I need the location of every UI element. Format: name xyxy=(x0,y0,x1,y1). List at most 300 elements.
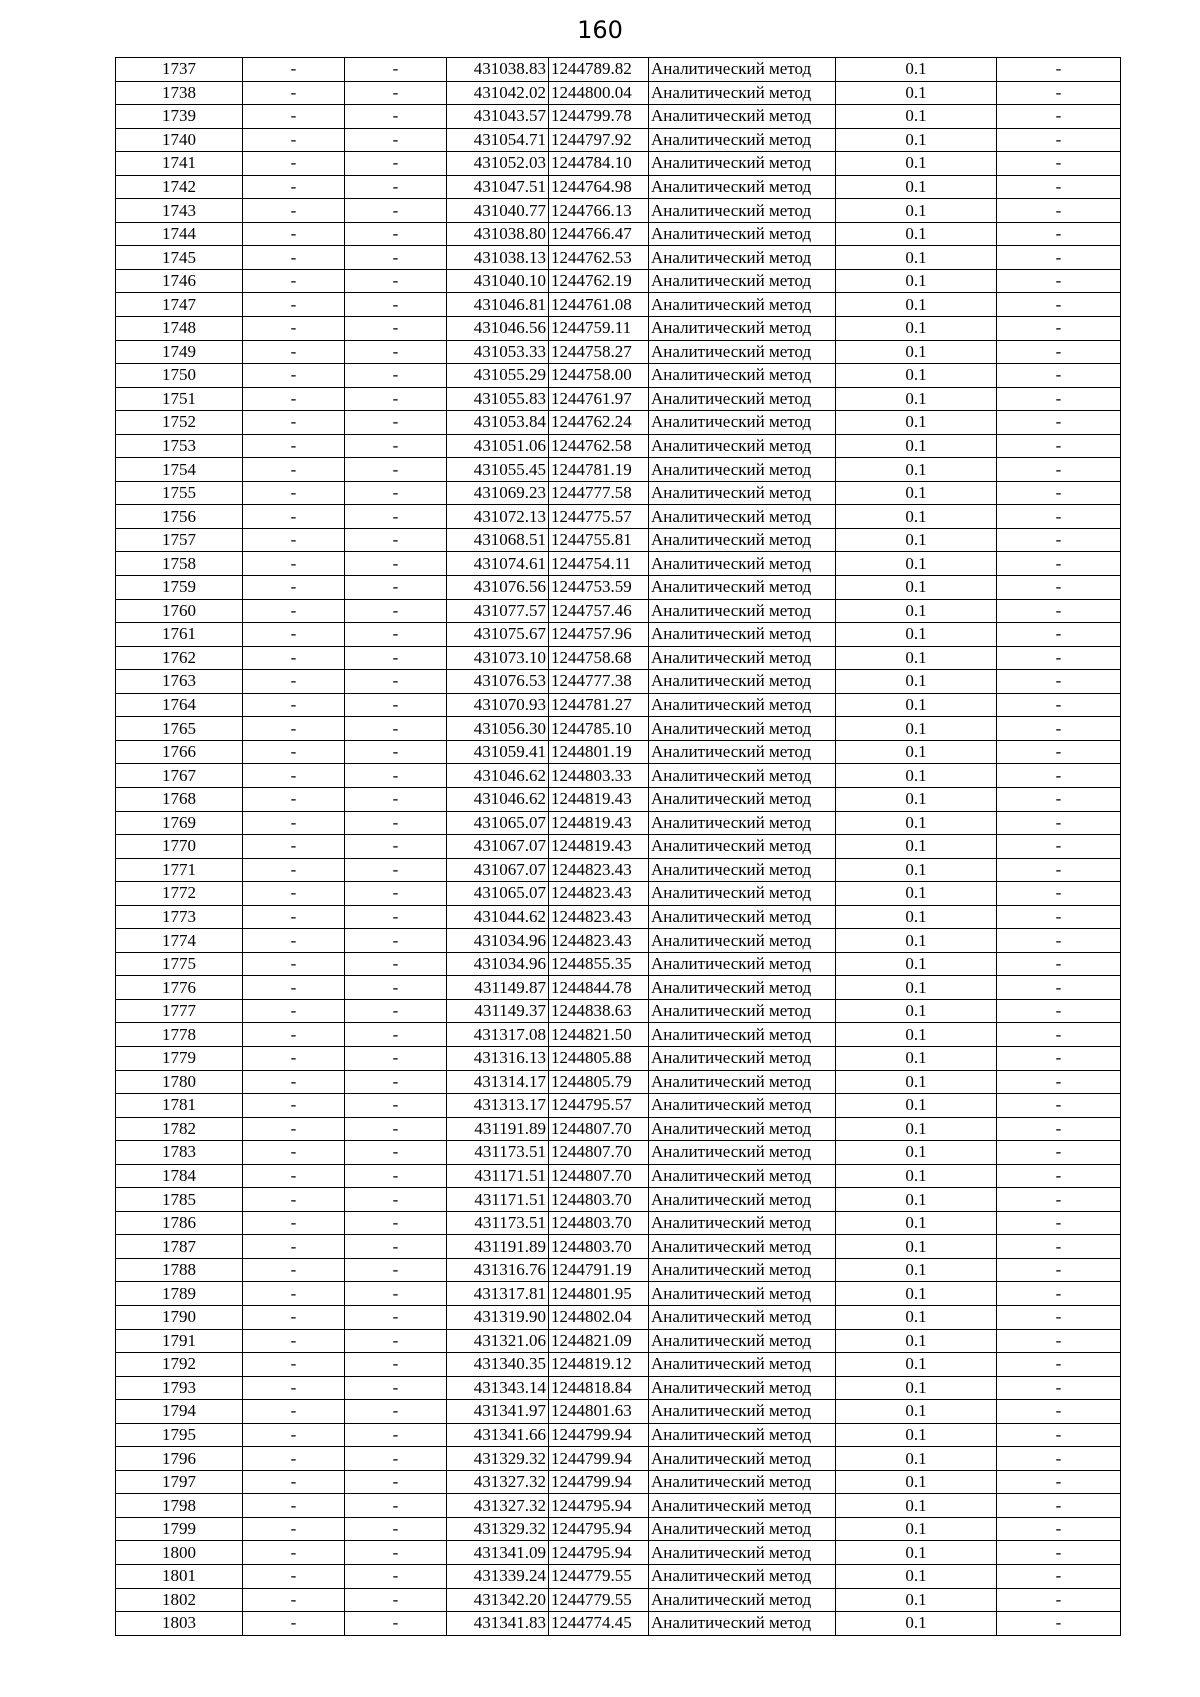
dash-cell: - xyxy=(345,905,447,929)
y-coordinate-cell: 1244819.12 xyxy=(549,1353,649,1377)
accuracy-cell: 0.1 xyxy=(836,505,997,529)
table-row xyxy=(116,1423,1121,1447)
point-number-cell: 1746 xyxy=(116,269,243,293)
y-coordinate-cell: 1244781.19 xyxy=(549,458,649,482)
y-coordinate-cell: 1244761.08 xyxy=(549,293,649,317)
dash-cell: - xyxy=(997,1565,1121,1589)
method-cell: Аналитический метод xyxy=(649,269,836,293)
dash-cell: - xyxy=(997,1517,1121,1541)
dash-cell: - xyxy=(997,552,1121,576)
point-number-cell: 1777 xyxy=(116,999,243,1023)
dash-cell: - xyxy=(345,835,447,859)
table-row xyxy=(116,1329,1121,1353)
table-row xyxy=(116,411,1121,435)
y-coordinate-cell: 1244777.38 xyxy=(549,670,649,694)
y-coordinate-cell: 1244799.78 xyxy=(549,105,649,129)
y-coordinate-cell: 1244801.63 xyxy=(549,1400,649,1424)
accuracy-cell: 0.1 xyxy=(836,199,997,223)
x-coordinate-cell: 431149.87 xyxy=(447,976,549,1000)
y-coordinate-cell: 1244799.94 xyxy=(549,1423,649,1447)
point-number-cell: 1755 xyxy=(116,481,243,505)
dash-cell: - xyxy=(243,434,345,458)
y-coordinate-cell: 1244795.94 xyxy=(549,1541,649,1565)
table-row xyxy=(116,646,1121,670)
table-row xyxy=(116,1258,1121,1282)
x-coordinate-cell: 431051.06 xyxy=(447,434,549,458)
dash-cell: - xyxy=(243,623,345,647)
point-number-cell: 1766 xyxy=(116,740,243,764)
y-coordinate-cell: 1244823.43 xyxy=(549,929,649,953)
dash-cell: - xyxy=(997,1117,1121,1141)
point-number-cell: 1750 xyxy=(116,364,243,388)
method-cell: Аналитический метод xyxy=(649,1447,836,1471)
y-coordinate-cell: 1244855.35 xyxy=(549,952,649,976)
point-number-cell: 1783 xyxy=(116,1141,243,1165)
x-coordinate-cell: 431319.90 xyxy=(447,1305,549,1329)
dash-cell: - xyxy=(997,835,1121,859)
table-row xyxy=(116,387,1121,411)
dash-cell: - xyxy=(243,340,345,364)
method-cell: Аналитический метод xyxy=(649,1329,836,1353)
table-row xyxy=(116,1141,1121,1165)
x-coordinate-cell: 431339.24 xyxy=(447,1565,549,1589)
dash-cell: - xyxy=(997,858,1121,882)
dash-cell: - xyxy=(345,1588,447,1612)
method-cell: Аналитический метод xyxy=(649,1141,836,1165)
x-coordinate-cell: 431055.83 xyxy=(447,387,549,411)
x-coordinate-cell: 431341.97 xyxy=(447,1400,549,1424)
point-number-cell: 1747 xyxy=(116,293,243,317)
y-coordinate-cell: 1244799.94 xyxy=(549,1470,649,1494)
dash-cell: - xyxy=(345,811,447,835)
dash-cell: - xyxy=(243,1094,345,1118)
table-row xyxy=(116,105,1121,129)
method-cell: Аналитический метод xyxy=(649,58,836,82)
y-coordinate-cell: 1244807.70 xyxy=(549,1164,649,1188)
point-number-cell: 1748 xyxy=(116,317,243,341)
dash-cell: - xyxy=(997,740,1121,764)
table-row xyxy=(116,269,1121,293)
dash-cell: - xyxy=(243,317,345,341)
dash-cell: - xyxy=(345,858,447,882)
dash-cell: - xyxy=(243,976,345,1000)
method-cell: Аналитический метод xyxy=(649,552,836,576)
dash-cell: - xyxy=(997,599,1121,623)
y-coordinate-cell: 1244818.84 xyxy=(549,1376,649,1400)
x-coordinate-cell: 431046.81 xyxy=(447,293,549,317)
table-row xyxy=(116,576,1121,600)
accuracy-cell: 0.1 xyxy=(836,1305,997,1329)
dash-cell: - xyxy=(997,58,1121,82)
dash-cell: - xyxy=(345,458,447,482)
x-coordinate-cell: 431077.57 xyxy=(447,599,549,623)
accuracy-cell: 0.1 xyxy=(836,1094,997,1118)
dash-cell: - xyxy=(345,1023,447,1047)
x-coordinate-cell: 431340.35 xyxy=(447,1353,549,1377)
table-row xyxy=(116,740,1121,764)
dash-cell: - xyxy=(345,952,447,976)
dash-cell: - xyxy=(345,1541,447,1565)
point-number-cell: 1780 xyxy=(116,1070,243,1094)
accuracy-cell: 0.1 xyxy=(836,952,997,976)
dash-cell: - xyxy=(243,646,345,670)
accuracy-cell: 0.1 xyxy=(836,882,997,906)
dash-cell: - xyxy=(345,105,447,129)
dash-cell: - xyxy=(243,1235,345,1259)
x-coordinate-cell: 431173.51 xyxy=(447,1211,549,1235)
dash-cell: - xyxy=(243,152,345,176)
dash-cell: - xyxy=(997,1094,1121,1118)
point-number-cell: 1788 xyxy=(116,1258,243,1282)
point-number-cell: 1784 xyxy=(116,1164,243,1188)
dash-cell: - xyxy=(997,646,1121,670)
x-coordinate-cell: 431191.89 xyxy=(447,1117,549,1141)
dash-cell: - xyxy=(997,128,1121,152)
point-number-cell: 1758 xyxy=(116,552,243,576)
dash-cell: - xyxy=(997,481,1121,505)
dash-cell: - xyxy=(345,58,447,82)
dash-cell: - xyxy=(345,764,447,788)
x-coordinate-cell: 431321.06 xyxy=(447,1329,549,1353)
dash-cell: - xyxy=(243,269,345,293)
point-number-cell: 1740 xyxy=(116,128,243,152)
method-cell: Аналитический метод xyxy=(649,999,836,1023)
table-row xyxy=(116,1565,1121,1589)
point-number-cell: 1791 xyxy=(116,1329,243,1353)
table-row xyxy=(116,599,1121,623)
dash-cell: - xyxy=(345,1211,447,1235)
y-coordinate-cell: 1244784.10 xyxy=(549,152,649,176)
point-number-cell: 1759 xyxy=(116,576,243,600)
dash-cell: - xyxy=(997,623,1121,647)
y-coordinate-cell: 1244762.19 xyxy=(549,269,649,293)
dash-cell: - xyxy=(997,882,1121,906)
method-cell: Аналитический метод xyxy=(649,576,836,600)
table-row xyxy=(116,1070,1121,1094)
dash-cell: - xyxy=(997,1235,1121,1259)
x-coordinate-cell: 431329.32 xyxy=(447,1517,549,1541)
method-cell: Аналитический метод xyxy=(649,1164,836,1188)
accuracy-cell: 0.1 xyxy=(836,269,997,293)
accuracy-cell: 0.1 xyxy=(836,905,997,929)
y-coordinate-cell: 1244762.24 xyxy=(549,411,649,435)
y-coordinate-cell: 1244759.11 xyxy=(549,317,649,341)
dash-cell: - xyxy=(243,787,345,811)
dash-cell: - xyxy=(345,1094,447,1118)
method-cell: Аналитический метод xyxy=(649,1023,836,1047)
accuracy-cell: 0.1 xyxy=(836,152,997,176)
x-coordinate-cell: 431044.62 xyxy=(447,905,549,929)
dash-cell: - xyxy=(243,599,345,623)
y-coordinate-cell: 1244785.10 xyxy=(549,717,649,741)
accuracy-cell: 0.1 xyxy=(836,1235,997,1259)
point-number-cell: 1757 xyxy=(116,528,243,552)
table-row xyxy=(116,670,1121,694)
point-number-cell: 1754 xyxy=(116,458,243,482)
method-cell: Аналитический метод xyxy=(649,340,836,364)
dash-cell: - xyxy=(997,1164,1121,1188)
dash-cell: - xyxy=(243,576,345,600)
method-cell: Аналитический метод xyxy=(649,1094,836,1118)
x-coordinate-cell: 431046.62 xyxy=(447,764,549,788)
dash-cell: - xyxy=(345,528,447,552)
accuracy-cell: 0.1 xyxy=(836,787,997,811)
dash-cell: - xyxy=(345,787,447,811)
method-cell: Аналитический метод xyxy=(649,1117,836,1141)
dash-cell: - xyxy=(243,1141,345,1165)
dash-cell: - xyxy=(345,599,447,623)
dash-cell: - xyxy=(243,811,345,835)
y-coordinate-cell: 1244797.92 xyxy=(549,128,649,152)
method-cell: Аналитический метод xyxy=(649,882,836,906)
point-number-cell: 1751 xyxy=(116,387,243,411)
x-coordinate-cell: 431067.07 xyxy=(447,858,549,882)
dash-cell: - xyxy=(243,835,345,859)
y-coordinate-cell: 1244766.13 xyxy=(549,199,649,223)
accuracy-cell: 0.1 xyxy=(836,552,997,576)
dash-cell: - xyxy=(243,905,345,929)
table-row xyxy=(116,1400,1121,1424)
point-number-cell: 1744 xyxy=(116,222,243,246)
dash-cell: - xyxy=(243,1282,345,1306)
x-coordinate-cell: 431068.51 xyxy=(447,528,549,552)
x-coordinate-cell: 431191.89 xyxy=(447,1235,549,1259)
dash-cell: - xyxy=(997,1353,1121,1377)
dash-cell: - xyxy=(243,929,345,953)
dash-cell: - xyxy=(345,1353,447,1377)
point-number-cell: 1792 xyxy=(116,1353,243,1377)
dash-cell: - xyxy=(997,246,1121,270)
method-cell: Аналитический метод xyxy=(649,481,836,505)
point-number-cell: 1781 xyxy=(116,1094,243,1118)
method-cell: Аналитический метод xyxy=(649,1494,836,1518)
dash-cell: - xyxy=(997,458,1121,482)
dash-cell: - xyxy=(997,1494,1121,1518)
method-cell: Аналитический метод xyxy=(649,905,836,929)
accuracy-cell: 0.1 xyxy=(836,458,997,482)
point-number-cell: 1799 xyxy=(116,1517,243,1541)
dash-cell: - xyxy=(345,646,447,670)
table-row xyxy=(116,1046,1121,1070)
accuracy-cell: 0.1 xyxy=(836,1470,997,1494)
method-cell: Аналитический метод xyxy=(649,764,836,788)
dash-cell: - xyxy=(997,1329,1121,1353)
y-coordinate-cell: 1244823.43 xyxy=(549,905,649,929)
x-coordinate-cell: 431040.10 xyxy=(447,269,549,293)
table-row xyxy=(116,199,1121,223)
table-row xyxy=(116,1353,1121,1377)
accuracy-cell: 0.1 xyxy=(836,1376,997,1400)
dash-cell: - xyxy=(345,740,447,764)
x-coordinate-cell: 431055.29 xyxy=(447,364,549,388)
method-cell: Аналитический метод xyxy=(649,364,836,388)
y-coordinate-cell: 1244823.43 xyxy=(549,882,649,906)
dash-cell: - xyxy=(243,81,345,105)
point-number-cell: 1745 xyxy=(116,246,243,270)
point-number-cell: 1797 xyxy=(116,1470,243,1494)
dash-cell: - xyxy=(997,1141,1121,1165)
dash-cell: - xyxy=(243,105,345,129)
point-number-cell: 1787 xyxy=(116,1235,243,1259)
table-row xyxy=(116,1235,1121,1259)
dash-cell: - xyxy=(345,175,447,199)
table-row xyxy=(116,81,1121,105)
y-coordinate-cell: 1244803.70 xyxy=(549,1211,649,1235)
point-number-cell: 1737 xyxy=(116,58,243,82)
point-number-cell: 1742 xyxy=(116,175,243,199)
dash-cell: - xyxy=(243,952,345,976)
dash-cell: - xyxy=(997,787,1121,811)
dash-cell: - xyxy=(345,1258,447,1282)
dash-cell: - xyxy=(243,882,345,906)
dash-cell: - xyxy=(243,1117,345,1141)
dash-cell: - xyxy=(243,1164,345,1188)
y-coordinate-cell: 1244819.43 xyxy=(549,835,649,859)
point-number-cell: 1803 xyxy=(116,1612,243,1636)
method-cell: Аналитический метод xyxy=(649,1188,836,1212)
dash-cell: - xyxy=(997,929,1121,953)
x-coordinate-cell: 431173.51 xyxy=(447,1141,549,1165)
dash-cell: - xyxy=(997,505,1121,529)
dash-cell: - xyxy=(997,1423,1121,1447)
table-row xyxy=(116,1117,1121,1141)
point-number-cell: 1753 xyxy=(116,434,243,458)
dash-cell: - xyxy=(243,1188,345,1212)
dash-cell: - xyxy=(997,811,1121,835)
x-coordinate-cell: 431059.41 xyxy=(447,740,549,764)
table-row xyxy=(116,1470,1121,1494)
point-number-cell: 1775 xyxy=(116,952,243,976)
dash-cell: - xyxy=(345,317,447,341)
point-number-cell: 1769 xyxy=(116,811,243,835)
point-number-cell: 1770 xyxy=(116,835,243,859)
x-coordinate-cell: 431053.84 xyxy=(447,411,549,435)
accuracy-cell: 0.1 xyxy=(836,1258,997,1282)
dash-cell: - xyxy=(997,528,1121,552)
method-cell: Аналитический метод xyxy=(649,1565,836,1589)
dash-cell: - xyxy=(345,340,447,364)
x-coordinate-cell: 431343.14 xyxy=(447,1376,549,1400)
dash-cell: - xyxy=(243,1494,345,1518)
y-coordinate-cell: 1244821.09 xyxy=(549,1329,649,1353)
accuracy-cell: 0.1 xyxy=(836,481,997,505)
method-cell: Аналитический метод xyxy=(649,105,836,129)
point-number-cell: 1776 xyxy=(116,976,243,1000)
coordinates-table xyxy=(115,57,1121,1636)
x-coordinate-cell: 431043.57 xyxy=(447,105,549,129)
dash-cell: - xyxy=(243,740,345,764)
accuracy-cell: 0.1 xyxy=(836,317,997,341)
y-coordinate-cell: 1244821.50 xyxy=(549,1023,649,1047)
dash-cell: - xyxy=(997,999,1121,1023)
point-number-cell: 1772 xyxy=(116,882,243,906)
y-coordinate-cell: 1244844.78 xyxy=(549,976,649,1000)
table-body xyxy=(116,58,1121,1636)
method-cell: Аналитический метод xyxy=(649,199,836,223)
dash-cell: - xyxy=(997,1447,1121,1471)
accuracy-cell: 0.1 xyxy=(836,576,997,600)
table-row xyxy=(116,340,1121,364)
y-coordinate-cell: 1244795.57 xyxy=(549,1094,649,1118)
accuracy-cell: 0.1 xyxy=(836,222,997,246)
point-number-cell: 1794 xyxy=(116,1400,243,1424)
table-row xyxy=(116,1282,1121,1306)
y-coordinate-cell: 1244799.94 xyxy=(549,1447,649,1471)
accuracy-cell: 0.1 xyxy=(836,929,997,953)
y-coordinate-cell: 1244762.58 xyxy=(549,434,649,458)
dash-cell: - xyxy=(243,1612,345,1636)
dash-cell: - xyxy=(997,1282,1121,1306)
point-number-cell: 1749 xyxy=(116,340,243,364)
y-coordinate-cell: 1244795.94 xyxy=(549,1517,649,1541)
method-cell: Аналитический метод xyxy=(649,81,836,105)
accuracy-cell: 0.1 xyxy=(836,1117,997,1141)
accuracy-cell: 0.1 xyxy=(836,1588,997,1612)
dash-cell: - xyxy=(345,1494,447,1518)
accuracy-cell: 0.1 xyxy=(836,175,997,199)
dash-cell: - xyxy=(345,293,447,317)
y-coordinate-cell: 1244779.55 xyxy=(549,1565,649,1589)
page-number: 160 xyxy=(577,16,623,44)
method-cell: Аналитический метод xyxy=(649,128,836,152)
dash-cell: - xyxy=(243,1423,345,1447)
accuracy-cell: 0.1 xyxy=(836,835,997,859)
method-cell: Аналитический метод xyxy=(649,222,836,246)
accuracy-cell: 0.1 xyxy=(836,1023,997,1047)
method-cell: Аналитический метод xyxy=(649,952,836,976)
dash-cell: - xyxy=(345,246,447,270)
accuracy-cell: 0.1 xyxy=(836,740,997,764)
x-coordinate-cell: 431342.20 xyxy=(447,1588,549,1612)
table-row xyxy=(116,1305,1121,1329)
table-row xyxy=(116,858,1121,882)
y-coordinate-cell: 1244805.79 xyxy=(549,1070,649,1094)
accuracy-cell: 0.1 xyxy=(836,1164,997,1188)
dash-cell: - xyxy=(997,1541,1121,1565)
point-number-cell: 1756 xyxy=(116,505,243,529)
y-coordinate-cell: 1244757.96 xyxy=(549,623,649,647)
dash-cell: - xyxy=(243,246,345,270)
y-coordinate-cell: 1244762.53 xyxy=(549,246,649,270)
dash-cell: - xyxy=(345,505,447,529)
y-coordinate-cell: 1244774.45 xyxy=(549,1612,649,1636)
method-cell: Аналитический метод xyxy=(649,246,836,270)
table-row xyxy=(116,1376,1121,1400)
point-number-cell: 1752 xyxy=(116,411,243,435)
table-row xyxy=(116,364,1121,388)
y-coordinate-cell: 1244805.88 xyxy=(549,1046,649,1070)
x-coordinate-cell: 431317.08 xyxy=(447,1023,549,1047)
dash-cell: - xyxy=(997,340,1121,364)
point-number-cell: 1802 xyxy=(116,1588,243,1612)
method-cell: Аналитический метод xyxy=(649,1046,836,1070)
table-row xyxy=(116,317,1121,341)
table-row xyxy=(116,976,1121,1000)
accuracy-cell: 0.1 xyxy=(836,717,997,741)
dash-cell: - xyxy=(997,105,1121,129)
x-coordinate-cell: 431047.51 xyxy=(447,175,549,199)
dash-cell: - xyxy=(243,1211,345,1235)
y-coordinate-cell: 1244779.55 xyxy=(549,1588,649,1612)
x-coordinate-cell: 431076.53 xyxy=(447,670,549,694)
y-coordinate-cell: 1244758.27 xyxy=(549,340,649,364)
y-coordinate-cell: 1244807.70 xyxy=(549,1117,649,1141)
method-cell: Аналитический метод xyxy=(649,693,836,717)
accuracy-cell: 0.1 xyxy=(836,670,997,694)
dash-cell: - xyxy=(243,1541,345,1565)
point-number-cell: 1741 xyxy=(116,152,243,176)
point-number-cell: 1778 xyxy=(116,1023,243,1047)
